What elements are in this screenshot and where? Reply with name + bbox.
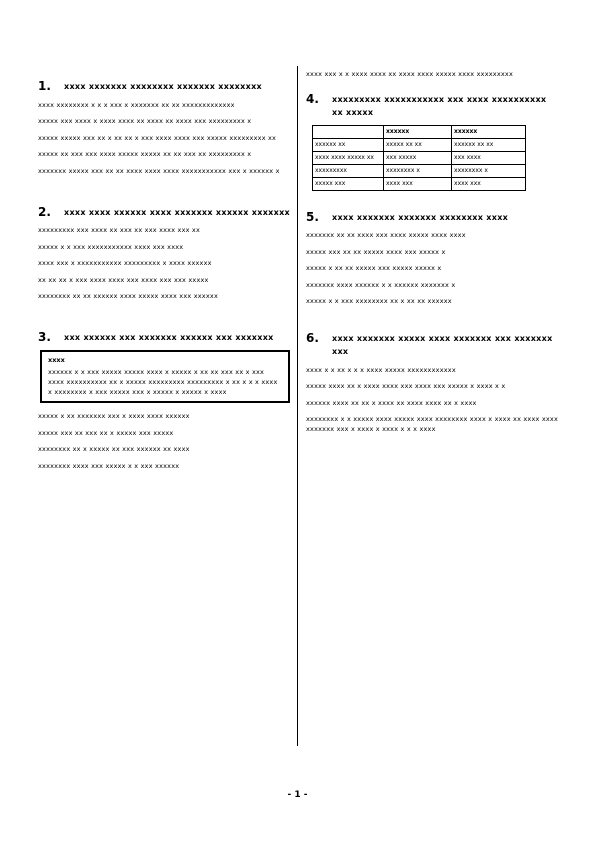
table-cell: xxxx xxx [452,177,526,190]
body-paragraph: xxxxx x x xxx xxxxxxxxxxx xxxx xxx xxxx [38,242,184,251]
body-paragraph: xxxx xxxxxxxx x x x xxx x xxxxxxx xx xx xxxxxxxxxxxxx [38,100,235,109]
table-cell: xxxxxxxx x [384,164,452,177]
table-row [313,177,526,190]
table-header-row [313,125,526,138]
table-header-cell [313,125,384,138]
table-row [313,138,526,151]
section-number: 3. [38,330,51,344]
body-paragraph: xxxxxxxxx xxx xxxx xx xxx xx xxx xxxx xxx xx [38,226,201,234]
table-cell: xxxxxxxx x [452,164,526,177]
section-title: xxxx xxxxxxx xxxxxxx xxxxxxxx xxxx [332,212,509,222]
section-heading [38,80,292,93]
section-title: xxxx xxxx xxxxxx xxxx xxxxxxx xxxxxx xxxxxxx [64,207,290,217]
body-paragraph: xxxx xxx x xxxxxxxxxxx xxxxxxxxx x xxxx xxxxxx [38,259,212,267]
section-1 [306,93,560,191]
body-paragraph: xxxxx xxx xx xxx xx x xxxxx xxx xxxxx [38,428,174,437]
table-header-cell: xxxxxx [384,125,452,138]
table-row [313,151,526,164]
body-paragraph: xxxxxx xxxx xx xx x xxxx xx xxxx xxxx xx x xxxx [306,398,477,407]
body-paragraph: xxxxxxx xxxxx xxx xx xx xxxx xxxx xxxx xxxxxxxxxxx xxx x xxxxxx x [38,166,280,175]
note-label: xxxx [48,356,65,364]
note-box [40,350,290,403]
section-heading [306,332,560,358]
table-row-label: xxxx xxxx xxxxx xx [313,151,384,164]
page-number: - 1 - [287,790,308,800]
section-title: xxxxxxxxx xxxxxxxxxxx xxx xxxx xxxxxxxxxx xx xxxxx [332,94,547,117]
section-2 [38,206,292,302]
body-paragraph: xxxxxxxx xx xx xxxxxx xxxx xxxxx xxxx xxx xxxxxx [38,292,218,300]
table-row [313,164,526,177]
section-title: xxxx xxxxxxx xxxxxxxx xxxxxxx xxxxxxxx [64,82,262,91]
section-number: 1. [38,79,51,93]
body-paragraph: xxxxxxxx x x xxxxx xxxx xxxxx xxxx xxxxxxxx xxxx x xxxx xx xxxx xxxx xxxxxxx xxx x xxxx x xxxx x x x xxxx [306,415,559,433]
body-paragraph: xxxxx xxxxx xxx xx x xx xx x xxx xxxx xxxx xxx xxxxx xxxxxxxxx xx [38,133,277,142]
section-heading [38,206,292,219]
body-paragraph: xxxxx x x xxx xxxxxxxx xx x xx xx xxxxxx [306,297,452,305]
body-paragraph: xxxxx x xx xxxxxxx xxx x xxxx xxxx xxxxxx [38,412,190,420]
left-column [38,62,292,476]
body-paragraph: xxxxxxx xxxx xxxxxx x x xxxxxx xxxxxxx x [306,280,456,289]
table-cell: xxx xxxx [452,151,526,164]
body-paragraph: xxxxxxxx xx x xxxxx xx xxx xxxxxx xx xxxx [38,445,190,453]
body-paragraph: xxxxx x xx xx xxxxx xxx xxxxx xxxxx x [306,264,442,272]
section-1 [38,80,292,176]
section-heading [306,93,560,119]
section-title: xxxx xxxxxxx xxxxx xxxx xxxxxxx xxx xxxxxxx xxx [332,334,553,356]
body-paragraph: xxxx x x xx x x x xxxx xxxxx xxxxxxxxxxxx [306,365,456,374]
intro-paragraph: xxxx xxx x x xxxx xxxx xx xxxx xxxx xxxxx xxxx xxxxxxxxx [306,69,514,78]
table-cell: xxx xxxxx [384,151,452,164]
section-number: 5. [306,209,319,224]
body-paragraph: xx xx xx x xxx xxxx xxxx xxx xxxx xxx xxx xxxxx [38,275,209,284]
section-number: 6. [306,331,319,345]
section-heading [38,331,292,344]
section-title: xxx xxxxxx xxx xxxxxxx xxxxxx xxx xxxxxxx [64,333,274,342]
body-paragraph: xxxxx xx xxx xxx xxxx xxxxx xxxxx xx xx xxx xx xxxxxxxxx x [38,150,252,158]
right-column [306,62,560,439]
section-3 [306,332,560,434]
body-paragraph: xxxxxxx xx xx xxxx xxx xxxx xxxxx xxxx xxxx [306,231,466,239]
column-divider [297,66,298,746]
table-cell: xxxxx xx xx [384,138,452,151]
section-number: 4. [306,91,319,106]
table-row-label: xxxxx xxx [313,177,384,190]
table-cell: xxxxxx xx xx [452,138,526,151]
note-text: xxxxxx x x xxx xxxxx xxxxx xxxx x xxxxx x xx xx xxx xx x xxx xxxx xxxxxxxxxx xx x xxxxx xxxxxxxxx xxxxxxxxx x xx x x x xxxx x xxxxxxxx x xxx xxxxx xxx x xxxxx x xxxxx x xxxx [48,368,278,396]
table-row-label: xxxxxxxxx [313,164,384,177]
table-header-cell: xxxxxx [452,125,526,138]
section-2 [306,211,560,307]
body-paragraph: xxxxx xxxx xx x xxxx xxxx xxx xxxx xxx xxxxx x xxxx x x [306,382,506,390]
body-paragraph: xxxxx xxx xx xx xxxxx xxxx xxx xxxxx x [306,247,446,256]
body-paragraph: xxxxx xxx xxxx x xxxx xxxx xx xxxx xx xxxx xxx xxxxxxxxx x [38,117,252,125]
table-cell: xxxx xxx [384,177,452,190]
section-heading [306,211,560,224]
body-paragraph: xxxxxxxx xxxx xxx xxxxx x x xxx xxxxxx [38,461,180,470]
table-row-label: xxxxxx xx [313,138,384,151]
section-3 [38,331,292,471]
spec-table [312,125,526,191]
section-number: 2. [38,204,51,219]
